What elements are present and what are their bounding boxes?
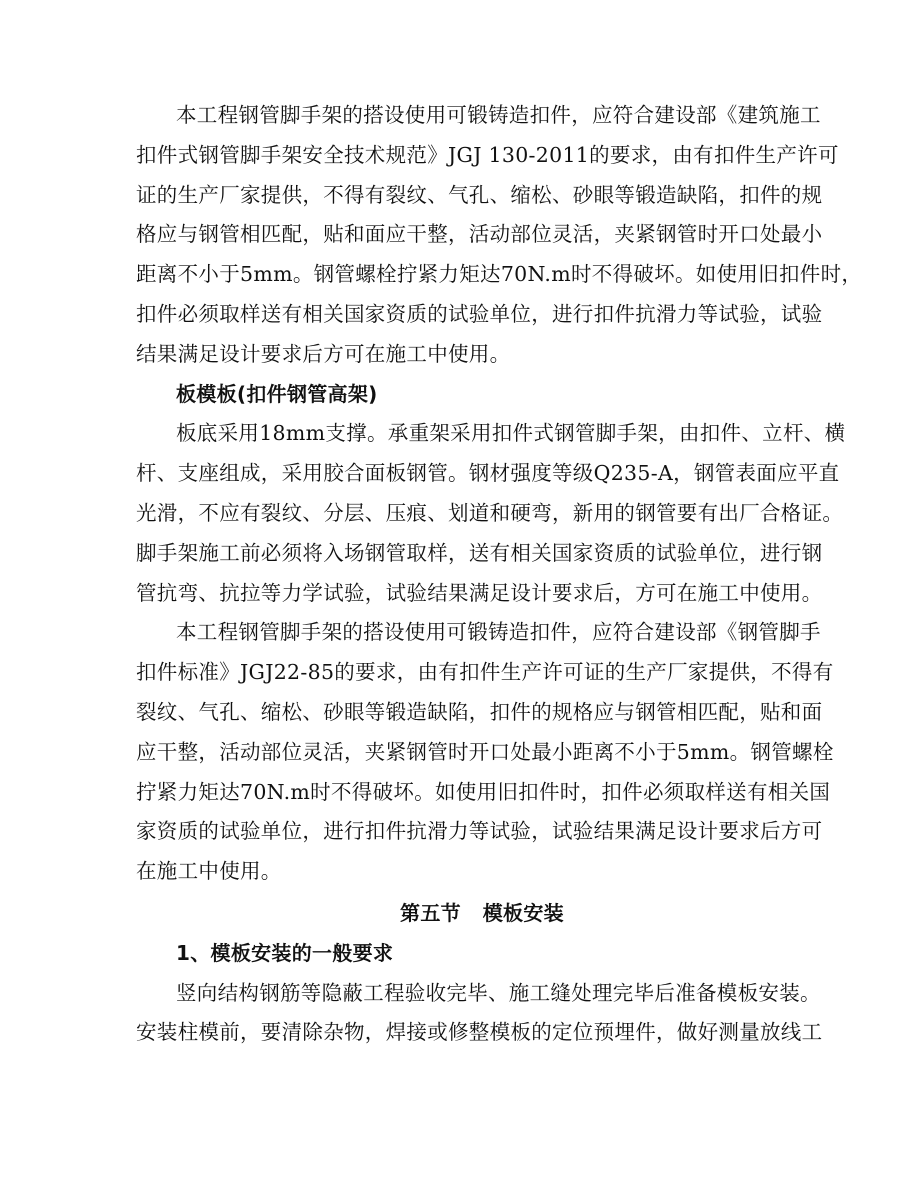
text-line: 拧紧力矩达70N.m时不得破坏。如使用旧扣件时，扣件必须取样送有相关国 <box>136 779 831 804</box>
paragraph-installation <box>136 974 828 1054</box>
heading-general-requirements: 1、模板安装的一般要求 <box>176 940 394 965</box>
text-line: 扣件必须取样送有相关国家资质的试验单位，进行扣件抗滑力等试验，试验 <box>136 301 823 326</box>
text-line: 扣件标准》JGJ22-85的要求，由有扣件生产许可证的生产厂家提供，不得有 <box>136 660 834 685</box>
text-line: 竖向结构钢筋等隐蔽工程验收完毕、施工缝处理完毕后准备模板安装。 <box>176 980 821 1005</box>
text-line: 距离不小于5mm。钢管螺栓拧紧力矩达70N.m时不得破坏。如使用旧扣件时， <box>136 262 863 287</box>
text-line: 在施工中使用。 <box>136 859 282 884</box>
paragraph-fastener-spec-2 <box>136 613 834 892</box>
text-line: 板底采用18mm支撑。承重架采用扣件式钢管脚手架，由扣件、立杆、横 <box>176 421 846 446</box>
text-line: 本工程钢管脚手架的搭设使用可锻铸造扣件，应符合建设部《钢管脚手 <box>176 620 821 645</box>
document-page <box>136 96 863 1053</box>
text-line: 脚手架施工前必须将入场钢管取样，送有相关国家资质的试验单位，进行钢 <box>136 540 823 565</box>
text-line: 格应与钢管相匹配，贴和面应干整，活动部位灵活，夹紧钢管时开口处最小 <box>136 222 823 247</box>
heading-slab-formwork: 板模板(扣件钢管高架) <box>176 381 378 406</box>
section-title: 第五节 模板安装 <box>400 900 564 925</box>
text-line: 证的生产厂家提供，不得有裂纹、气孔、缩松、砂眼等锻造缺陷，扣件的规 <box>136 182 823 207</box>
text-line: 家资质的试验单位，进行扣件抗滑力等试验，试验结果满足设计要求后方可 <box>136 819 823 844</box>
paragraph-fastener-spec-1 <box>136 96 863 375</box>
text-line: 杆、支座组成，采用胶合面板钢管。钢材强度等级Q235-A，钢管表面应平直 <box>136 461 840 486</box>
text-line: 结果满足设计要求后方可在施工中使用。 <box>136 341 511 366</box>
text-line: 裂纹、气孔、缩松、砂眼等锻造缺陷，扣件的规格应与钢管相匹配，贴和面 <box>136 699 823 724</box>
text-line: 安装柱模前，要清除杂物，焊接或修整模板的定位预埋件，做好测量放线工 <box>136 1020 823 1045</box>
text-line: 光滑，不应有裂纹、分层、压痕、划道和硬弯，新用的钢管要有出厂合格证。 <box>136 500 844 525</box>
paragraph-slab-support <box>136 414 846 613</box>
text-line: 本工程钢管脚手架的搭设使用可锻铸造扣件，应符合建设部《建筑施工 <box>176 103 821 127</box>
text-line: 管抗弯、抗拉等力学试验，试验结果满足设计要求后，方可在施工中使用。 <box>136 580 823 605</box>
text-line: 扣件式钢管脚手架安全技术规范》JGJ 130-2011的要求，由有扣件生产许可 <box>136 142 839 167</box>
text-line: 应干整，活动部位灵活，夹紧钢管时开口处最小距离不小于5mm。钢管螺栓 <box>136 739 834 764</box>
